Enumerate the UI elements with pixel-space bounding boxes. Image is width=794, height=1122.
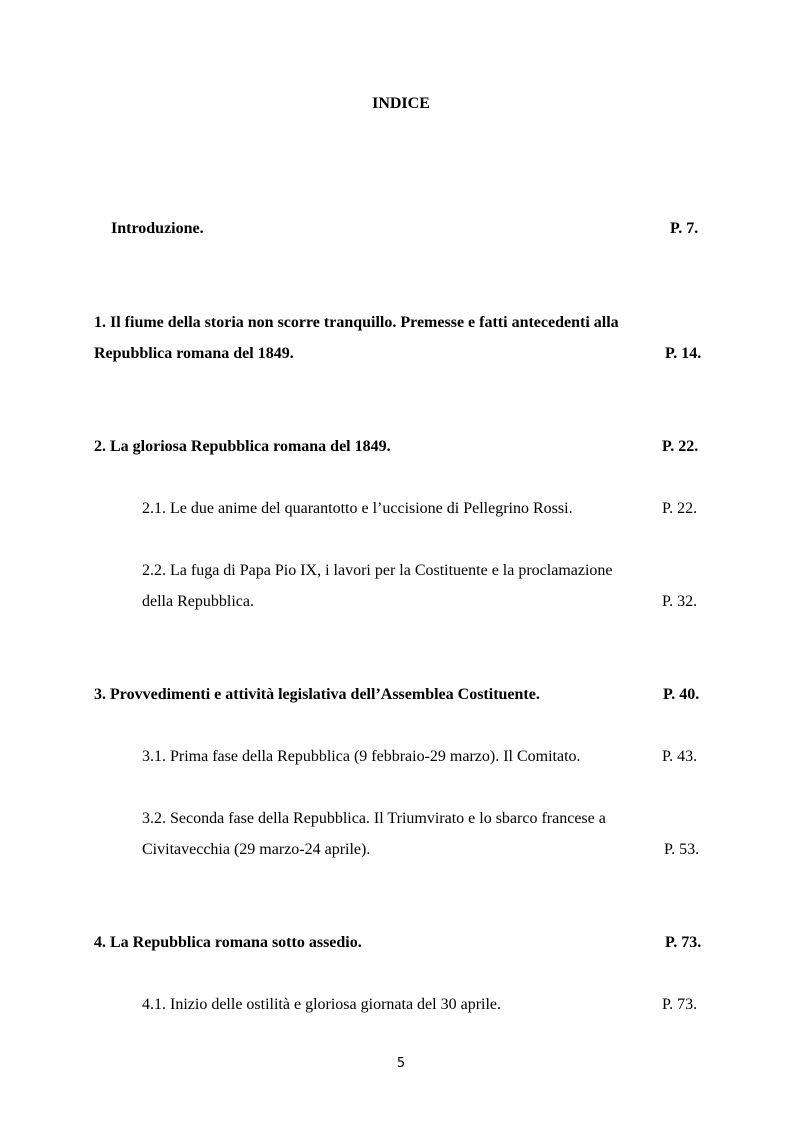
toc-entry-chapter-3[interactable]: 3. Provvedimenti e attività legislativa dell’Assemblea Costituente. [94,686,540,703]
toc-page-introduzione: P. 7. [670,220,699,237]
toc-entry-section-2-2-line2[interactable]: della Repubblica. [142,593,254,610]
toc-entry-section-4-1[interactable]: 4.1. Inizio delle ostilità e gloriosa giornata del 30 aprile. [142,996,502,1013]
toc-entry-section-3-1[interactable]: 3.1. Prima fase della Repubblica (9 febbraio-29 marzo). Il Comitato. [142,748,581,765]
toc-page-chapter-1: P. 14. [665,345,702,362]
toc-page-chapter-4: P. 73. [665,934,702,951]
toc-page-chapter-3: P. 40. [663,686,700,703]
toc-entry-section-2-1[interactable]: 2.1. Le due anime del quarantotto e l’uccisione di Pellegrino Rossi. [142,500,573,517]
page-title: INDICE [372,95,430,112]
toc-entry-section-3-2-line2[interactable]: Civitavecchia (29 marzo-24 aprile). [142,841,371,858]
toc-entry-chapter-4[interactable]: 4. La Repubblica romana sotto assedio. [94,934,362,951]
toc-page-section-2-2: P. 32. [662,593,698,610]
toc-entry-chapter-1-line1[interactable]: 1. Il fiume della storia non scorre tranquillo. Premesse e fatti antecedenti alla [94,314,619,331]
toc-page-section-2-1: P. 22. [662,500,698,517]
toc-entry-section-2-2-line1[interactable]: 2.2. La fuga di Papa Pio IX, i lavori per la Costituente e la proclamazione [142,562,613,579]
toc-entry-chapter-2[interactable]: 2. La gloriosa Repubblica romana del 1849. [94,438,391,455]
toc-page-section-3-1: P. 43. [662,748,698,765]
toc-entry-chapter-1-line2[interactable]: Repubblica romana del 1849. [94,345,294,362]
toc-page-chapter-2: P. 22. [662,438,699,455]
toc-entry-introduzione[interactable]: Introduzione. [111,220,204,237]
page-number: 5 [396,1056,406,1071]
toc-entry-section-3-2-line1[interactable]: 3.2. Seconda fase della Repubblica. Il Triumvirato e lo sbarco francese a [142,810,606,827]
toc-page-section-3-2: P. 53. [664,841,700,858]
toc-page-section-4-1: P. 73. [662,996,698,1013]
